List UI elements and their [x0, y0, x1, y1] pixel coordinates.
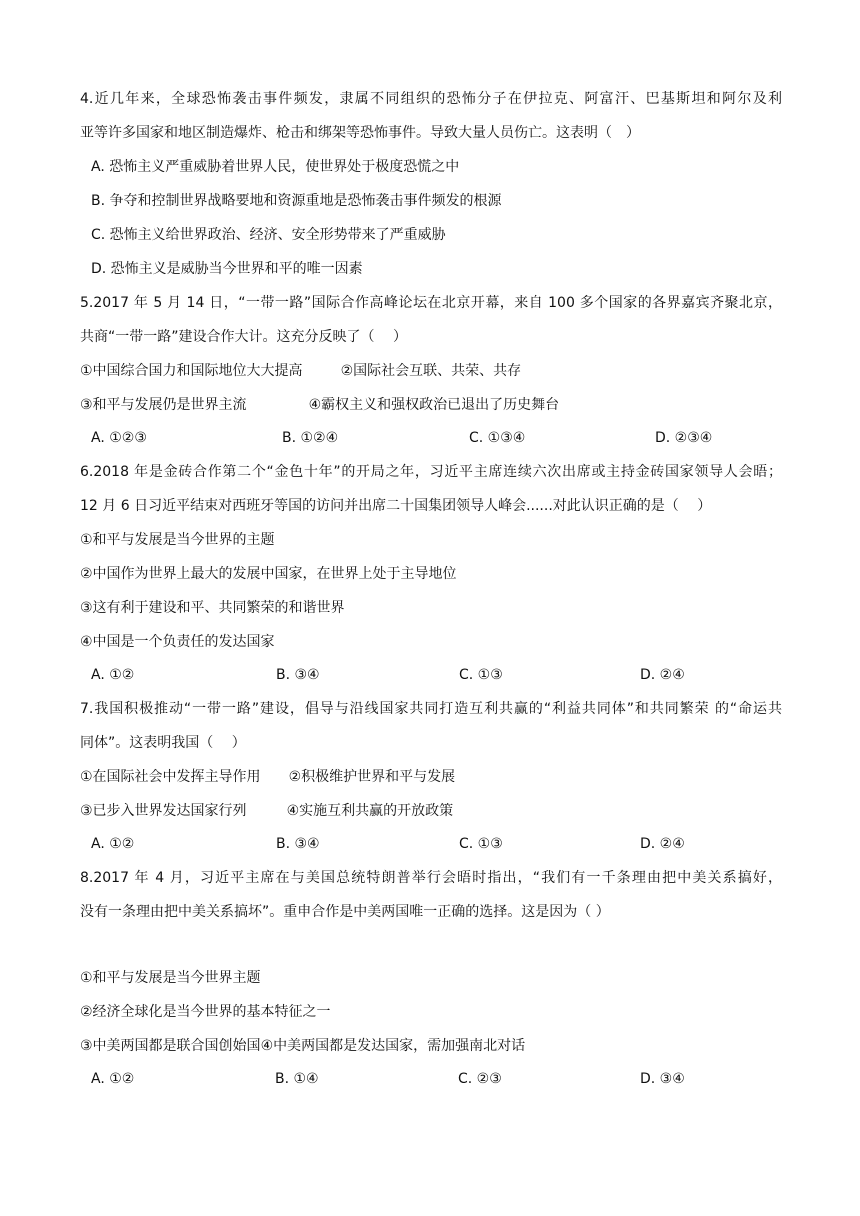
question-8-statement-2: ②经济全球化是当今世界的基本特征之一 [80, 1004, 331, 1020]
question-5-option-c: C. ①③④ [469, 430, 526, 446]
question-7-statement-2: ②积极维护世界和平与发展 [288, 769, 456, 785]
question-6-option-c: C. ①③ [459, 667, 503, 683]
question-5-statements-row-1 [80, 361, 521, 381]
question-5-option-d: D. ②③④ [655, 430, 713, 446]
question-6-option-d: D. ②④ [640, 667, 685, 683]
question-8-option-b: B. ①④ [275, 1071, 319, 1087]
question-6-statement-4: ④中国是一个负责任的发达国家 [80, 634, 275, 650]
question-5-option-a: A. ①②③ [91, 430, 147, 446]
question-4-stem-line-1: 4.近几年来，全球恐怖袭击事件频发，隶属不同组织的恐怖分子在伊拉克、阿富汗、巴基斯坦和阿尔及利 [80, 91, 782, 107]
question-8-stem-line-2: 没有一条理由把中美关系搞坏”。重申合作是中美两国唯一正确的选择。这是因为（ ） [80, 904, 610, 920]
question-8-statement-1: ①和平与发展是当今世界主题 [80, 970, 261, 986]
question-4-choice-b: B. 争夺和控制世界战略要地和资源重地是恐怖袭击事件频发的根源 [91, 193, 502, 209]
question-5-statements-row-2 [80, 395, 559, 415]
question-8-statements-row-3 [80, 1036, 525, 1056]
question-8-option-a: A. ①② [91, 1071, 135, 1087]
question-8-option-d: D. ③④ [640, 1071, 685, 1087]
question-7-option-a: A. ①② [91, 836, 135, 852]
question-4-stem-line-2: 亚等许多国家和地区制造爆炸、枪击和绑架等恐怖事件。导致大量人员伤亡。这表明（ ） [80, 125, 640, 141]
question-6-statement-3: ③这有利于建设和平、共同繁荣的和谐世界 [80, 600, 345, 616]
question-7-option-c: C. ①③ [459, 836, 503, 852]
question-7-statements-row-1 [80, 767, 455, 787]
question-5-option-b: B. ①②④ [282, 430, 339, 446]
question-7-option-d: D. ②④ [640, 836, 685, 852]
question-8-statement-3: ③中美两国都是联合国创始国 [80, 1038, 261, 1054]
question-5-stem-line-1: 5.2017 年 5 月 14 日，“一带一路”国际合作高峰论坛在北京开幕，来自 100 多个国家的各界嘉宾齐聚北京， [80, 295, 782, 311]
question-5-statement-4: ④霸权主义和强权政治已退出了历史舞台 [308, 397, 560, 413]
question-6-option-b: B. ③④ [276, 667, 320, 683]
question-7-statement-4: ④实施互利共赢的开放政策 [286, 803, 454, 819]
question-5-stem-line-2: 共商“一带一路”建设合作大计。这充分反映了（ ） [80, 329, 407, 345]
question-6-statement-2: ②中国作为世界上最大的发展中国家，在世界上处于主导地位 [80, 566, 457, 582]
question-4-choice-a: A. 恐怖主义严重威胁着世界人民，使世界处于极度恐慌之中 [91, 159, 460, 175]
question-6-option-a: A. ①② [91, 667, 135, 683]
question-4-choice-d: D. 恐怖主义是威胁当今世界和平的唯一因素 [91, 261, 363, 277]
question-7-statement-3: ③已步入世界发达国家行列 [80, 803, 247, 819]
question-5-statement-3: ③和平与发展仍是世界主流 [80, 397, 247, 413]
question-7-stem-line-2: 同体”。这表明我国（ ） [80, 735, 246, 751]
question-7-stem-line-1: 7.我国积极推动“一带一路”建设，倡导与沿线国家共同打造互利共赢的“利益共同体”和共同繁荣 的“命运共 [80, 701, 782, 717]
question-5-statement-2: ②国际社会互联、共荣、共存 [340, 363, 522, 379]
question-7-option-b: B. ③④ [276, 836, 320, 852]
question-4-choice-c: C. 恐怖主义给世界政治、经济、安全形势带来了严重威胁 [91, 227, 446, 243]
question-6-stem-line-1: 6.2018 年是金砖合作第二个“金色十年”的开局之年，习近平主席连续六次出席或主持金砖国家领导人会晤； [80, 464, 782, 480]
question-8-option-c: C. ②③ [458, 1071, 502, 1087]
question-7-statements-row-2 [80, 801, 453, 821]
question-5-statement-1: ①中国综合国力和国际地位大大提高 [80, 363, 303, 379]
question-7-statement-1: ①在国际社会中发挥主导作用 [80, 769, 261, 785]
question-8-stem-line-1: 8.2017 年 4 月，习近平主席在与美国总统特朗普举行会晤时指出，“我们有一千条理由把中美关系搞好， [80, 870, 782, 886]
question-6-stem-line-2: 12 月 6 日习近平结束对西班牙等国的访问并出席二十国集团领导人峰会......对此认识正确的是（ ） [80, 498, 712, 514]
question-8-statement-4: ④中美两国都是发达国家，需加强南北对话 [260, 1038, 526, 1054]
question-6-statement-1: ①和平与发展是当今世界的主题 [80, 532, 275, 548]
